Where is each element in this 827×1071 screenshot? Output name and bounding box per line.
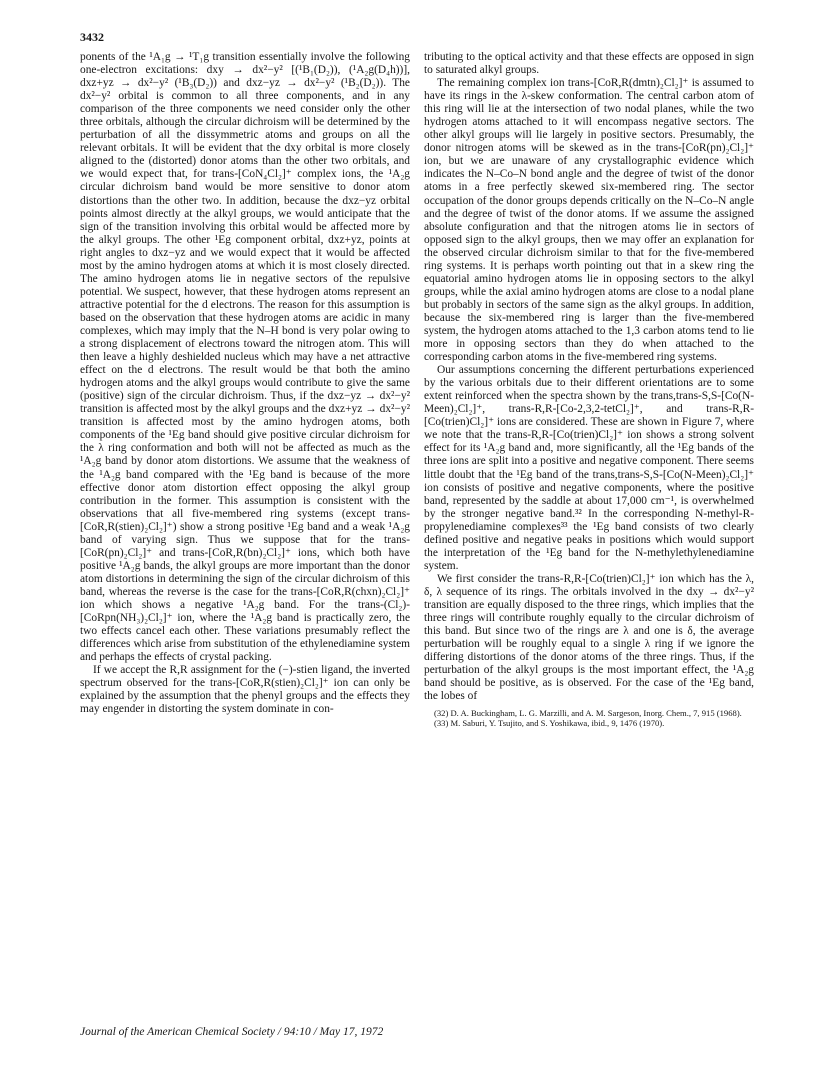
footnote: (32) D. A. Buckingham, L. G. Marzilli, and A. M. Sargeson, Inorg. Chem., 7, 915 (1968).	[434, 708, 742, 719]
paragraph: ponents of the ¹A₁g → ¹T₁g transition essentially involve the following one-electron excitations: dxy → dx²−y² [(¹B₁(D₂)), (¹A₂g(D₄h))], dxz+yz → dx²−y² (¹B₃(D₂)) and dxz−yz → dx²−y² (¹B₂(D₂)). The dx²−y² orbital is common to all three components, and in any comparison of the three components we need consider only the other three orbitals, although the circular dichroism will be determined by the perturbation of all the dissymmetric atoms and groups on all the relevant orbitals. It will be evident that the dxy orbital is more closely aligned to the (distorted) donor atoms than the other two orbitals, and we would expect that, for trans-[CoN₄Cl₂]⁺ complex ions, the ¹A₂g circular dichroism band would be more sensitive to donor atom distortions than the other two. In addition, because the dxz−yz orbital points almost directly at the alkyl groups, we would anticipate that the sign of the transition involving this orbital would be affected more by the alkyl groups. The other ¹Eg component orbital, dxz+yz, points at right angles to dxz−yz and we would expect that it would be affected most by the amino hydrogen atoms at which it is most closely directed. The amino hydrogen atoms lie in negative sectors of the repulsive potential. We suspect, however, that these hydrogen atoms represent an attractive potential for the d electrons. The reason for this assumption is based on the observation that these hydrogen atoms are acidic in many complexes, which may imply that the N–H bond is very polar owing to a strong displacement of electrons toward the nitrogen atom. This will then leave a highly deshielded nucleus which may have a net attractive effect on the d electrons. The result would be that both the amino hydrogen atoms and the alkyl groups would contribute to give the same (positive) sign of the circular dichroism. Thus, if the dxz−yz → dx²−y² transition is affected most by the alkyl groups and the dxz+yz → dx²−y² transition is affected most by the amino hydrogen atoms, both components of the ¹Eg band should give positive circular dichroism for the λ ring conformation and both will not be affected as much as the ¹A₂g band by donor atom distortions. We assume that the weakness of the ¹A₂g band compared with the ¹Eg band is because of the more effective donor atom distortion effect opposing the alkyl group contribution in the former. This assumption is consistent with the observations that all five-membered ring systems (except trans-[CoR,R(stien)₂Cl₂]⁺) show a strong positive ¹Eg band and a weak ¹A₂g band of varying sign. Thus we suppose that for the trans-[CoR(pn)₂Cl₂]⁺ and trans-[CoR,R(bn)₂Cl₂]⁺ ions, which both have positive ¹A₂g bands, the alkyl groups are more important than the donor atom distortions in determining the sign of the circular dichroism of this band, whereas the reverse is the case for the trans-[CoR,R(chxn)₂Cl₂]⁺ ion which shows a negative ¹A₂g band. For the trans-(Cl₂)-[CoRpn(NH₃)₂Cl₂]⁺ ion, where the ¹A₂g band is practically zero, the two effects cancel each other. These variations presumably reflect the differences which arise from substitution of the ethylenediamine system and perhaps the effects of crystal packing.	[80, 51, 410, 664]
paragraph: The remaining complex ion trans-[CoR,R(dmtn)₂Cl₂]⁺ is assumed to have its rings in the λ-skew conformation. The central carbon atom of this ring will lie at the intersection of two nodal planes, while the two hydrogen atoms attached to it will encompass negative sectors. The other alkyl groups will lie largely in positive sectors. Presumably, the donor nitrogen atoms will be skewed as in the trans-[CoR(pn)₂Cl₂]⁺ ion, but we are unaware of any crystallographic evidence which indicates the N–Co–N bond angle and the degree of twist of the donor atoms in a free perfectly skewed six-membered ring. The sector occupation of the donor groups depends critically on the N–Co–N angle and the degree of twist of the donor atoms. If we assume the assigned absolute configuration and that the nitrogen atoms lie in sectors of opposed sign to the alkyl groups, then we may offer an explanation for the observed circular dichroism similar to that for the five-membered ring systems. It is perhaps worth pointing out that in a skew ring the equatorial amino hydrogen atoms lie in opposing sectors to the alkyl groups, while the axial amino hydrogen atoms are close to a nodal plane but probably in sectors of the same sign as the alkyl groups. In addition, because the six-membered ring is larger than the five-membered system, the hydrogen atoms attached to the 1,3 carbon atoms tend to lie more in opposing sectors than they do when attached to the corresponding carbon atoms in the five-membered ring systems.	[424, 77, 754, 364]
paragraph: We first consider the trans-R,R-[Co(trien)Cl₂]⁺ ion which has the λ, δ, λ sequence of its rings. The orbitals involved in the dxy → dx²−y² transition are equally disposed to the three rings, which implies that the three rings will contribute roughly equally to the circular dichroism of this band. But since two of the rings are λ and one is δ, the average perturbation will be roughly equal to a single λ ring if we ignore the differing distortions of the donor atoms of the three rings. Thus, if the perturbation of the alkyl groups is the most important effect, the ¹A₂g band should be positive, as is observed. For the case of the ¹Eg band, the lobes of	[424, 572, 754, 703]
paragraph: If we accept the R,R assignment for the (−)-stien ligand, the inverted spectrum observed for the trans-[CoR,R(stien)₂Cl₂]⁺ ion can only be explained by the assumption that the phenyl groups and the effects they may engender in distorting the system dominate in con-	[80, 664, 410, 716]
left-column	[80, 51, 410, 716]
right-column	[424, 51, 754, 728]
footnotes	[424, 708, 754, 728]
paragraph: tributing to the optical activity and that these effects are opposed in sign to saturated alkyl groups.	[424, 51, 754, 77]
paragraph: Our assumptions concerning the different perturbations experienced by the various orbitals due to their different orientations are to some extent reinforced when the spectra shown by the trans,trans-S,S-[Co(N-Meen)₂Cl₂]⁺, trans-R,R-[Co-2,3,2-tetCl₂]⁺, and trans-R,R-[Co(trien)Cl₂]⁺ ions are considered. These are shown in Figure 7, where we note that the trans-R,R-[Co(trien)Cl₂]⁺ ion shows a strong solvent effect for its ¹A₂g band and, more significantly, all the ¹Eg bands of the three ions are split into a positive and negative component. There seems little doubt that the ¹Eg band of the trans,trans-S,S-[Co(N-Meen)₂Cl₂]⁺ ion consists of positive and negative components, where the positive band, represented by the saddle at about 17,000 cm⁻¹, is overwhelmed by the stronger negative band.³² In the corresponding N-methyl-R-propylenediamine complexes³³ the ¹Eg band consists of two clearly defined positive and negative peaks in positions which would support the interpretation of the ¹Eg band for the N-methylethylenediamine system.	[424, 364, 754, 572]
journal-footer: Journal of the American Chemical Society / 94:10 / May 17, 1972	[80, 1026, 384, 1038]
page-number: 3432	[80, 30, 104, 44]
footnote: (33) M. Saburi, Y. Tsujito, and S. Yoshikawa, ibid., 9, 1476 (1970).	[434, 718, 665, 729]
